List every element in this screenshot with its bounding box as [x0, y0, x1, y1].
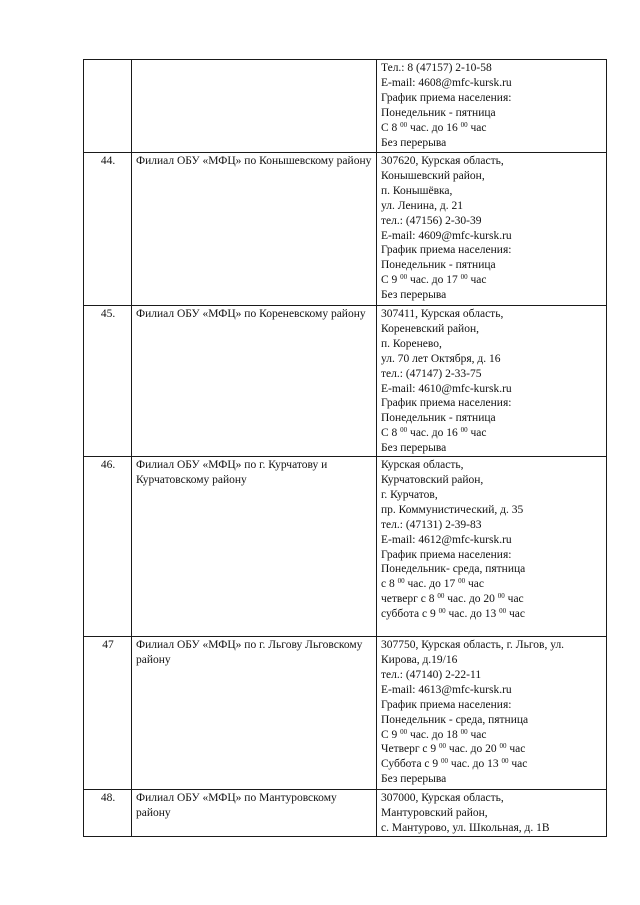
time-minutes-superscript: 00 — [397, 577, 405, 586]
contact-text: час — [504, 593, 524, 606]
contact-line — [381, 337, 603, 352]
contact-text: 307620, Курская область, — [381, 155, 504, 167]
contact-line — [381, 607, 603, 622]
time-minutes-superscript: 00 — [460, 727, 468, 736]
branch-contacts-cell — [377, 457, 607, 637]
contact-text: ул. 70 лет Октября, д. 16 — [381, 352, 501, 365]
contact-line — [381, 653, 603, 668]
contact-text: Суббота с 9 — [381, 758, 442, 771]
contact-text: п. Конышёвка, — [381, 184, 453, 197]
contact-line — [381, 821, 603, 836]
contact-line — [381, 322, 603, 337]
time-minutes-superscript: 00 — [460, 273, 468, 282]
contact-text: час. до 17 — [407, 274, 461, 287]
contact-text: Без перерыва — [381, 442, 447, 455]
contact-line — [381, 548, 603, 563]
branch-contacts-cell — [377, 306, 607, 457]
contact-line — [381, 503, 603, 518]
contact-text: График приема населения: — [381, 244, 512, 257]
table-row — [84, 60, 607, 153]
contact-line — [381, 61, 603, 76]
time-minutes-superscript: 00 — [497, 592, 505, 601]
branch-contacts-cell — [377, 637, 607, 790]
table-row — [84, 153, 607, 306]
contact-text: с. Мантурово, ул. Школьная, д. 1В — [381, 821, 550, 834]
contact-line — [381, 136, 603, 151]
contact-line — [381, 458, 603, 473]
row-number-cell: 46. — [84, 457, 132, 637]
time-minutes-superscript: 00 — [438, 607, 446, 616]
contact-line — [381, 243, 603, 258]
contact-line — [381, 562, 603, 577]
row-number-cell: 48. — [84, 790, 132, 837]
contact-text: С 8 — [381, 427, 401, 440]
contact-line — [381, 668, 603, 683]
contact-text: г. Курчатов, — [381, 488, 438, 501]
contact-text: суббота с 9 — [381, 608, 439, 621]
contact-text: час — [465, 578, 484, 591]
contact-text: с 8 — [381, 578, 398, 591]
contact-text: час. до 17 — [404, 578, 459, 591]
contact-text: п. Коренево, — [381, 337, 442, 350]
time-minutes-superscript: 00 — [437, 592, 445, 601]
branch-name-cell: Филиал ОБУ «МФЦ» по Конышевскому району — [132, 153, 377, 306]
contact-text: Курская область, — [381, 459, 464, 472]
contact-text: Кореневский район, — [381, 322, 479, 335]
contact-text: час. до 16 — [407, 121, 461, 134]
contact-text: час. до 20 — [444, 593, 498, 606]
time-minutes-superscript: 00 — [501, 757, 509, 766]
branch-name-cell: Филиал ОБУ «МФЦ» по г. Льгову Льговскому району — [132, 637, 377, 790]
contact-text: 307750, Курская область, г. Льгов, ул. — [381, 639, 565, 652]
time-minutes-superscript: 00 — [460, 426, 468, 435]
contact-line — [381, 184, 603, 199]
contact-text: Без перерыва — [381, 773, 447, 786]
contact-text: Тел.: 8 (47157) 2-10-58 — [381, 62, 492, 74]
contact-text: E-mail: 4610@mfc-kursk.ru — [381, 382, 512, 395]
contact-line — [381, 791, 603, 806]
contact-line — [381, 683, 603, 698]
contact-text: С 9 — [381, 274, 401, 287]
contact-text: С 9 — [381, 728, 401, 741]
contact-line — [381, 91, 603, 106]
contact-line — [381, 411, 603, 426]
contact-text: Без перерыва — [381, 289, 447, 302]
contact-text: Понедельник - пятница — [381, 259, 496, 272]
contact-text: График приема населения: — [381, 91, 512, 104]
contact-line — [381, 307, 603, 322]
contact-text: 307000, Курская область, — [381, 792, 504, 805]
contact-text: час — [467, 121, 487, 134]
branch-name-cell — [132, 60, 377, 153]
table-row — [84, 306, 607, 457]
table-row — [84, 457, 607, 637]
contact-text: График приема населения: — [381, 698, 512, 711]
contact-text: E-mail: 4612@mfc-kursk.ru — [381, 533, 512, 546]
row-number-cell: 45. — [84, 306, 132, 457]
table-body — [84, 60, 607, 837]
branch-contacts-cell — [377, 790, 607, 837]
contact-line — [381, 169, 603, 184]
contact-line — [381, 426, 603, 441]
time-minutes-superscript: 00 — [400, 727, 408, 736]
branch-offices-table — [83, 59, 607, 837]
contact-text: График приема населения: — [381, 548, 512, 561]
contact-text: час — [508, 758, 528, 771]
contact-text: С 8 — [381, 121, 401, 134]
contact-text: час. до 18 — [407, 728, 461, 741]
time-minutes-superscript: 00 — [400, 120, 408, 129]
contact-line — [381, 121, 603, 136]
contact-text: час — [467, 728, 487, 741]
contact-text: E-mail: 4609@mfc-kursk.ru — [381, 229, 512, 242]
contact-text: час. до 20 — [446, 743, 500, 756]
contact-text: пр. Коммунистический, д. 35 — [381, 503, 524, 516]
contact-text: Конышевский район, — [381, 169, 485, 182]
contact-line — [381, 772, 603, 787]
contact-text: 307411, Курская область, — [381, 308, 504, 320]
contact-line — [381, 396, 603, 411]
contact-line — [381, 577, 603, 592]
time-minutes-superscript: 00 — [499, 742, 507, 751]
contact-line — [381, 273, 603, 288]
contact-line — [381, 154, 603, 169]
contact-text: Понедельник - пятница — [381, 106, 496, 119]
contact-text: Кирова, д.19/16 — [381, 653, 458, 666]
contact-line — [381, 106, 603, 121]
branch-contacts-cell — [377, 60, 607, 153]
branch-name-cell: Филиал ОБУ «МФЦ» по Кореневскому району — [132, 306, 377, 457]
contact-text: час. до 16 — [407, 427, 461, 440]
contact-text: График приема населения: — [381, 397, 512, 410]
contact-line — [381, 518, 603, 533]
row-number-cell: 44. — [84, 153, 132, 306]
time-minutes-superscript: 00 — [460, 120, 468, 129]
contact-text: четверг с 8 — [381, 593, 438, 606]
contact-text: тел.: (47131) 2-39-83 — [381, 518, 482, 531]
contact-line — [381, 742, 603, 757]
branch-contacts-cell — [377, 153, 607, 306]
contact-line — [381, 713, 603, 728]
row-number-cell — [84, 60, 132, 153]
contact-text: час — [467, 274, 487, 287]
contact-text: E-mail: 4608@mfc-kursk.ru — [381, 76, 512, 89]
contact-text: тел.: (47140) 2-22-11 — [381, 668, 482, 681]
contact-text: час. до 13 — [445, 608, 500, 621]
contact-line — [381, 352, 603, 367]
contact-line — [381, 258, 603, 273]
time-minutes-superscript: 00 — [441, 757, 449, 766]
contact-text: Без перерыва — [381, 136, 447, 149]
contact-line — [381, 76, 603, 91]
contact-text: тел.: (47147) 2-33-75 — [381, 367, 482, 380]
contact-line — [381, 757, 603, 772]
contact-text: тел.: (47156) 2-30-39 — [381, 214, 482, 227]
time-minutes-superscript: 00 — [439, 742, 447, 751]
contact-line — [381, 367, 603, 382]
contact-line — [381, 488, 603, 503]
contact-line — [381, 288, 603, 303]
contact-line — [381, 592, 603, 607]
contact-text: Понедельник- среда, пятница — [381, 563, 526, 576]
row-number-cell: 47 — [84, 637, 132, 790]
contact-text: ул. Ленина, д. 21 — [381, 199, 463, 212]
contact-line — [381, 382, 603, 397]
contact-text: час — [506, 743, 526, 756]
contact-text: Курчатовский район, — [381, 473, 484, 486]
time-minutes-superscript: 00 — [458, 577, 466, 586]
time-minutes-superscript: 00 — [400, 426, 408, 435]
contact-text: Понедельник - пятница — [381, 412, 496, 425]
contact-text: Понедельник - среда, пятница — [381, 713, 529, 726]
contact-line — [381, 698, 603, 713]
contact-line — [381, 806, 603, 821]
contact-text: E-mail: 4613@mfc-kursk.ru — [381, 683, 512, 696]
table-row — [84, 790, 607, 837]
time-minutes-superscript: 00 — [499, 607, 507, 616]
contact-line — [381, 473, 603, 488]
time-minutes-superscript: 00 — [400, 273, 408, 282]
contact-line — [381, 441, 603, 456]
branch-name-cell: Филиал ОБУ «МФЦ» по г. Курчатову и Курчатовскому району — [132, 457, 377, 637]
table-row — [84, 637, 607, 790]
contact-line — [381, 199, 603, 214]
contact-text: час. до 13 — [448, 758, 502, 771]
contact-line — [381, 728, 603, 743]
contact-line — [381, 214, 603, 229]
contact-text: час — [467, 427, 487, 440]
contact-text: Четверг с 9 — [381, 743, 440, 756]
contact-text: Мантуровский район, — [381, 806, 488, 819]
contact-line — [381, 533, 603, 548]
branch-name-cell: Филиал ОБУ «МФЦ» по Мантуровскому району — [132, 790, 377, 837]
contact-line — [381, 229, 603, 244]
contact-text: час — [506, 608, 525, 621]
contact-line — [381, 638, 603, 653]
